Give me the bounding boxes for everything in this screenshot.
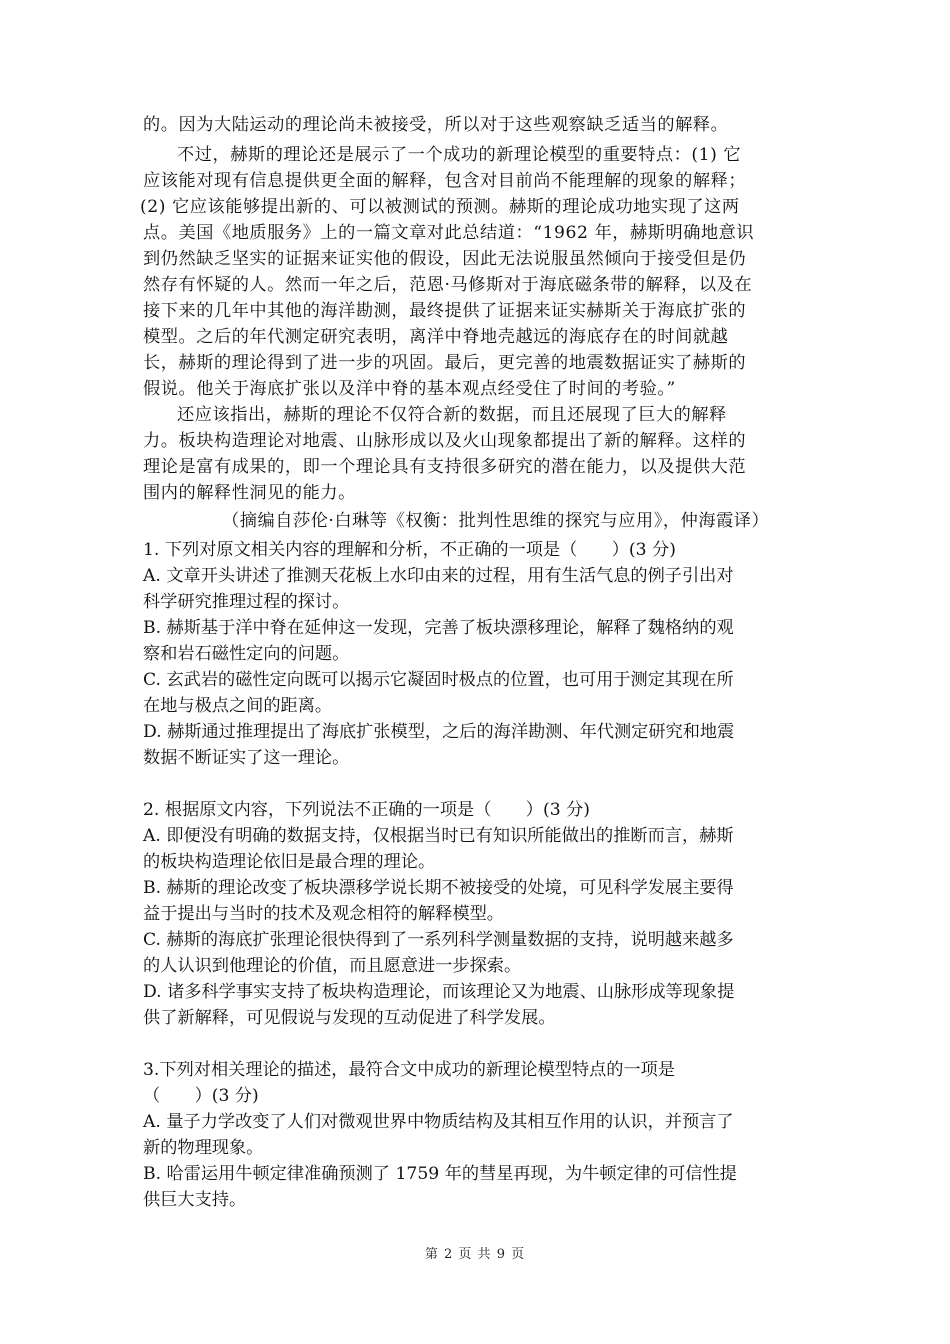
option-line: A. 即便没有明确的数据支持，仅根据当时已有知识所能做出的推断而言，赫斯	[143, 826, 734, 846]
passage-line: 长，赫斯的理论得到了进一步的巩固。最后，更完善的地震数据证实了赫斯的	[143, 353, 747, 373]
option-line: D. 诸多科学事实支持了板块构造理论，而该理论又为地震、山脉形成等现象提	[143, 982, 735, 1002]
option-line: C. 玄武岩的磁性定向既可以揭示它凝固时极点的位置，也可用于测定其现在所	[143, 670, 734, 690]
option-line: 数据不断证实了这一理论。	[143, 748, 350, 768]
option-line: 的人认识到他理论的价值，而且愿意进一步探索。	[143, 956, 522, 976]
option-line: 供了新解释，可见假说与发现的互动促进了科学发展。	[143, 1008, 556, 1028]
passage-line: 点。美国《地质服务》上的一篇文章对此总结道：“1962 年，赫斯明确地意识	[143, 223, 755, 243]
question-stem: 1. 下列对原文相关内容的理解和分析，不正确的一项是（ ）(3 分)	[143, 540, 676, 560]
passage-line: 接下来的几年中其他的海洋勘测，最终提供了证据来证实赫斯关于海底扩张的	[143, 301, 747, 321]
page-footer: 第 2 页 共 9 页	[424, 1247, 526, 1262]
question-stem-continuation: （ ）(3 分)	[143, 1086, 259, 1106]
option-line: 益于提出与当时的技术及观念相符的解释模型。	[143, 904, 504, 924]
option-line: 察和岩石磁性定向的问题。	[143, 644, 350, 664]
question-stem: 3.下列对相关理论的描述，最符合文中成功的新理论模型特点的一项是	[143, 1060, 676, 1080]
passage-line: 然存有怀疑的人。然而一年之后，范恩·马修斯对于海底磁条带的解释，以及在	[143, 275, 753, 295]
passage-line: 模型。之后的年代测定研究表明，离洋中脊地壳越远的海底存在的时间就越	[143, 327, 729, 347]
option-line: 的板块构造理论依旧是最合理的理论。	[143, 852, 436, 872]
passage-line: 围内的解释性洞见的能力。	[143, 483, 356, 503]
passage-line: 力。板块构造理论对地震、山脉形成以及火山现象都提出了新的解释。这样的	[143, 431, 747, 451]
option-line: A. 文章开头讲述了推测天花板上水印由来的过程，用有生活气息的例子引出对	[143, 566, 734, 586]
option-line: 在地与极点之间的距离。	[143, 696, 333, 716]
passage-line: 理论是富有成果的，即一个理论具有支持很多研究的潜在能力，以及提供大范	[143, 457, 747, 477]
passage-line: (2) 它应该能够提出新的、可以被测试的预测。赫斯的理论成功地实现了这两	[140, 197, 740, 217]
option-line: C. 赫斯的海底扩张理论很快得到了一系列科学测量数据的支持，说明越来越多	[143, 930, 734, 950]
passage-line: 假说。他关于海底扩张以及洋中脊的基本观点经受住了时间的考验。”	[143, 379, 676, 399]
passage-line: 的。因为大陆运动的理论尚未被接受，所以对于这些观察缺乏适当的解释。	[143, 115, 729, 135]
option-line: D. 赫斯通过推理提出了海底扩张模型，之后的海洋勘测、年代测定研究和地震	[143, 722, 735, 742]
passage-line: 应该能对现有信息提供更全面的解释，包含对目前尚不能理解的现象的解释；	[143, 171, 747, 191]
question-stem: 2. 根据原文内容，下列说法不正确的一项是（ ）(3 分)	[143, 800, 590, 820]
option-line: A. 量子力学改变了人们对微观世界中物质结构及其相互作用的认识，并预言了	[143, 1112, 734, 1132]
passage-line: 到仍然缺乏坚实的证据来证实他的假设，因此无法说服虽然倾向于接受但是仍	[143, 249, 747, 269]
option-line: 科学研究推理过程的探讨。	[143, 592, 350, 612]
option-line: 新的物理现象。	[143, 1138, 264, 1158]
option-line: B. 赫斯基于洋中脊在延伸这一发现，完善了板块漂移理论，解释了魏格纳的观	[143, 618, 734, 638]
source-note: （摘编自莎伦·白琳等《权衡：批判性思维的探究与应用》，仲海霞译）	[222, 511, 770, 531]
option-line: 供巨大支持。	[143, 1190, 247, 1210]
passage-line: 还应该指出，赫斯的理论不仅符合新的数据，而且还展现了巨大的解释	[177, 405, 727, 425]
option-line: B. 哈雷运用牛顿定律准确预测了 1759 年的彗星再现，为牛顿定律的可信性提	[143, 1164, 737, 1184]
option-line: B. 赫斯的理论改变了板块漂移学说长期不被接受的处境，可见科学发展主要得	[143, 878, 734, 898]
passage-line: 不过，赫斯的理论还是展示了一个成功的新理论模型的重要特点：(1) 它	[177, 145, 742, 165]
